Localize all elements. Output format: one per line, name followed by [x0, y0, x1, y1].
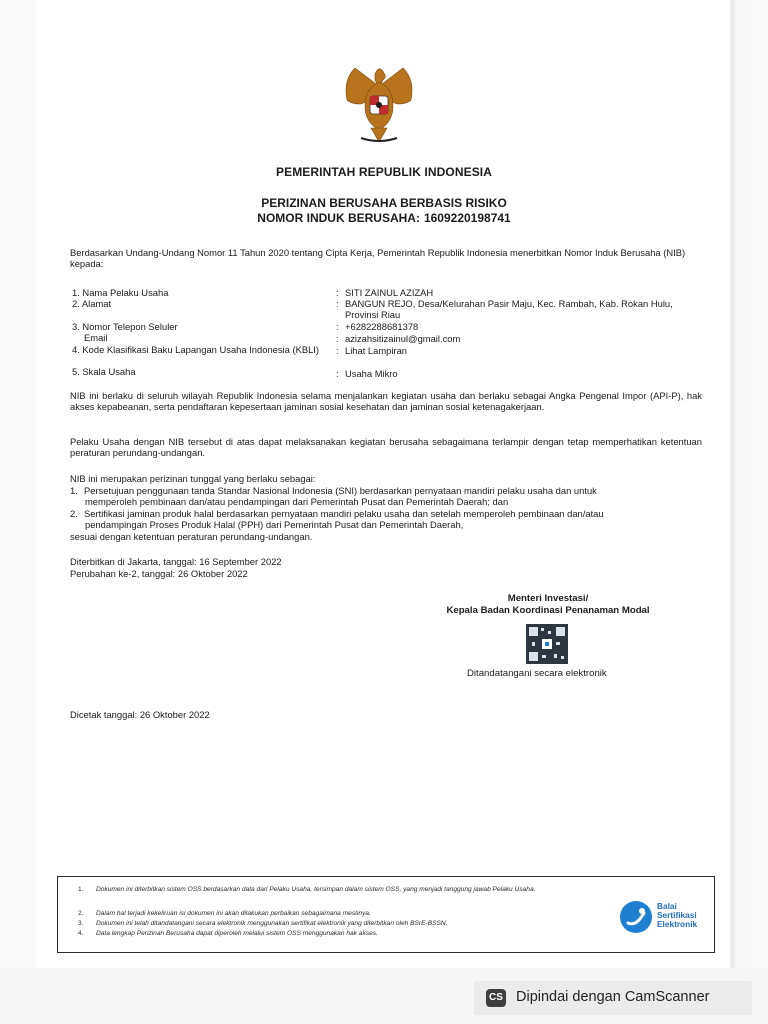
footer-note-number: 1. — [78, 886, 84, 893]
field-value-kbli: Lihat Lampiran — [345, 345, 408, 356]
colon: : — [336, 333, 339, 344]
list-text: Persetujuan penggunaan tanda Standar Nasional Indonesia (SNI) berdasarkan pernyataan mandiri pelaku usaha dan untuk — [84, 485, 597, 496]
nib-number: 1609220198741 — [423, 211, 511, 225]
qr-code — [526, 624, 568, 664]
footer-note — [78, 910, 371, 918]
footer-note — [78, 920, 448, 928]
list-number: 1. — [70, 485, 78, 496]
field-label-name: 1. Nama Pelaku Usaha — [72, 287, 169, 298]
printed-date: Dicetak tanggal: 26 Oktober 2022 — [70, 709, 210, 720]
camscanner-text: Dipindai dengan CamScanner — [516, 989, 710, 1005]
camscanner-watermark — [474, 981, 752, 1015]
footer-notes-box — [57, 876, 715, 953]
footer-note-text: Dokumen ini telah ditandatangani secara elektronik menggunakan sertifikat elektronik yang diterbitkan oleh BSrE-BSSN. — [96, 920, 448, 927]
bsre-line-3: Elektronik — [657, 919, 698, 929]
list-number: 2. — [70, 508, 78, 519]
field-value-address: BANGUN REJO, Desa/Kelurahan Pasir Maju, Kec. Rambah, Kab. Rokan Hulu, Provinsi Riau — [345, 298, 673, 320]
field-value-name: SITI ZAINUL AZIZAH — [345, 287, 434, 298]
footer-note — [78, 930, 378, 938]
license-type-heading: PERIZINAN BERUSAHA BERBASIS RISIKO — [261, 196, 507, 210]
amended-date: Perubahan ke-2, tanggal: 26 Oktober 2022 — [70, 568, 248, 579]
issued-date: Diterbitkan di Jakarta, tanggal: 16 September 2022 — [70, 556, 282, 567]
scan-edge-right — [730, 0, 768, 975]
field-value-scale: Usaha Mikro — [345, 368, 398, 379]
list-item — [70, 485, 710, 496]
signatory-title-2: Kepala Badan Koordinasi Penanaman Modal — [446, 604, 650, 616]
camscanner-icon: CS — [486, 989, 506, 1007]
signatory-block — [418, 593, 678, 616]
bsre-line-2: Sertifikasi — [657, 910, 697, 920]
field-value-email: azizahsitizainul@gmail.com — [345, 333, 461, 344]
field-label-kbli: 4. Kode Klasifikasi Baku Lapangan Usaha Indonesia (KBLI) — [72, 344, 320, 355]
footer-note-text: Data lengkap Perizinan Berusaha dapat diperoleh melalui sistem OSS menggunakan hak akses. — [96, 930, 378, 937]
list-item-continuation: pendampingan Proses Produk Halal (PPH) dari Pemerintah Pusat dan Pemerintah Daerah, — [85, 519, 464, 530]
field-value-phone: +6282288681378 — [345, 321, 419, 332]
list-item — [70, 508, 710, 519]
colon: : — [336, 368, 339, 379]
nib-heading — [0, 211, 768, 225]
colon: : — [336, 298, 339, 309]
field-label-email: Email — [84, 332, 108, 343]
government-heading: PEMERINTAH REPUBLIK INDONESIA — [275, 165, 493, 179]
list-text: Sertifikasi jaminan produk halal berdasarkan pernyataan mandiri pelaku usaha dan setelah memperoleh pembinaan dan/atau — [84, 508, 604, 519]
validity-paragraph: NIB ini berlaku di seluruh wilayah Republik Indonesia selama menjalankan kegiatan usaha dan berlaku sebagai Angka Pengenal Impor (API-P), hak akses kepabeanan, serta pendaftaran kepesertaan jaminan sosial kesehatan dan jaminan sosial ketenagakerjaan. — [70, 390, 702, 412]
footer-note-number: 4. — [78, 930, 84, 937]
footer-note-text: Dalam hal terjadi kekeliruan isi dokumen ini akan dilakukan perbaikan sebagaimana mestinya. — [96, 910, 371, 917]
garuda-emblem-icon — [335, 60, 423, 148]
bsre-logo — [620, 901, 716, 941]
bsre-emblem-icon — [620, 901, 652, 933]
signatory-title-1: Menteri Investasi/ — [507, 593, 589, 604]
footer-note-number: 2. — [78, 910, 84, 917]
scan-edge-left — [0, 0, 36, 975]
colon: : — [336, 345, 339, 356]
activity-paragraph: Pelaku Usaha dengan NIB tersebut di atas dapat melaksanakan kegiatan berusaha sebagaimana terlampir dengan tetap memperhatikan ketentuan peraturan perundang-undangan. — [70, 436, 702, 458]
footer-note-number: 3. — [78, 920, 84, 927]
nib-label: NOMOR INDUK BERUSAHA: — [257, 211, 420, 225]
field-label-address: 2. Alamat — [72, 298, 112, 309]
footer-note — [78, 886, 618, 894]
bsre-line-1: Balai — [657, 901, 677, 911]
colon: : — [336, 321, 339, 332]
list-closing: sesuai dengan ketentuan peraturan perundang-undangan. — [70, 531, 313, 542]
colon: : — [336, 287, 339, 298]
field-label-scale: 5. Skala Usaha — [72, 366, 136, 377]
signature-caption: Ditandatangani secara elektronik — [467, 668, 607, 679]
intro-text: Berdasarkan Undang-Undang Nomor 11 Tahun 2020 tentang Cipta Kerja, Pemerintah Republik Indonesia menerbitkan Nomor Induk Berusaha (NIB) kepada: — [70, 247, 686, 269]
field-label-phone: 3. Nomor Telepon Seluler — [72, 321, 178, 332]
bsre-text — [657, 902, 697, 929]
list-intro: NIB ini merupakan perizinan tunggal yang berlaku sebagai: — [70, 473, 316, 484]
footer-note-text: Dokumen ini diterbitkan sistem OSS berdasarkan data dari Pelaku Usaha, tersimpan dalam sistem OSS, yang menjadi tanggung jawab Pelaku Usaha. — [96, 886, 536, 893]
list-item-continuation: memperoleh pembinaan dan/atau pendampingan dari Pemerintah Pusat dan Pemerintah Daerah; dan — [85, 496, 509, 507]
